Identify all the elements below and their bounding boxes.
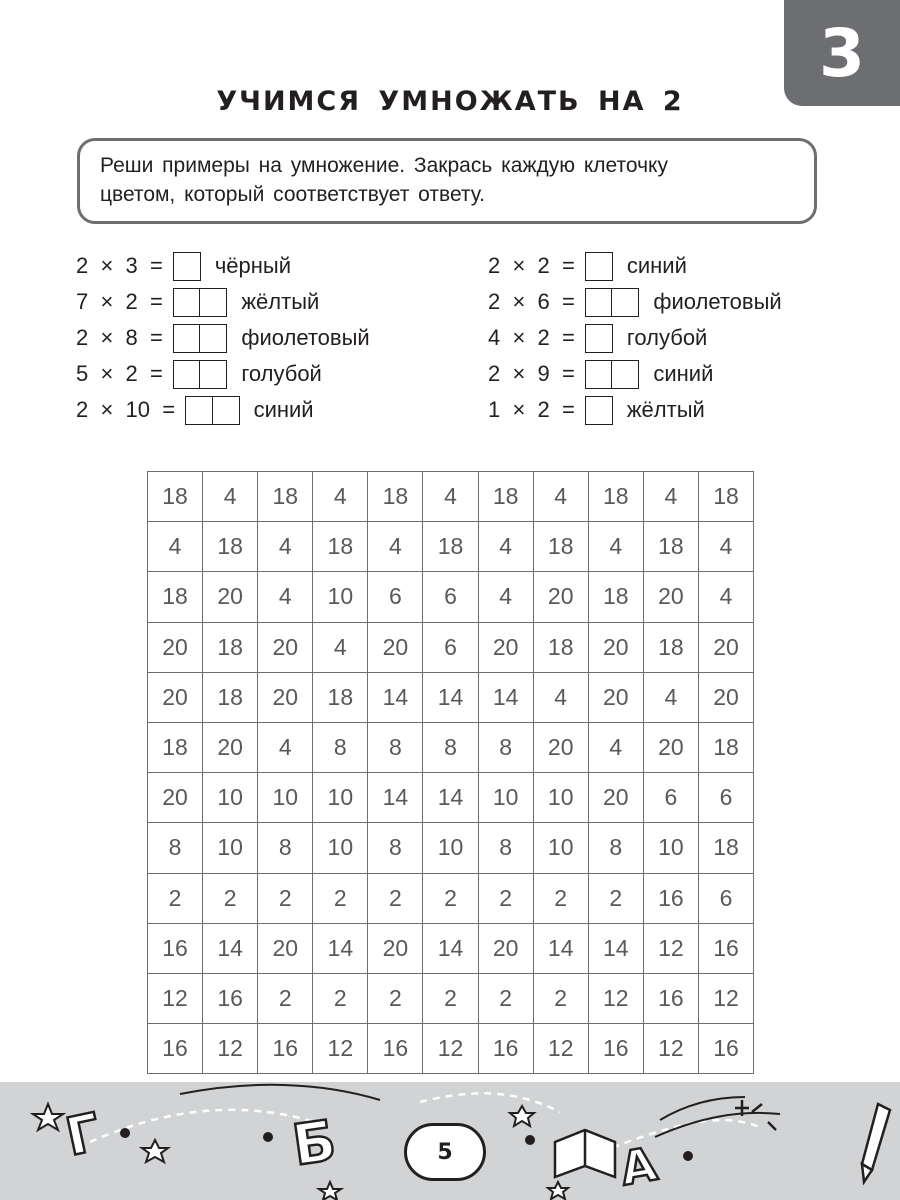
grid-cell[interactable]: 12 (698, 973, 753, 1023)
grid-cell[interactable]: 4 (258, 572, 313, 622)
grid-cell[interactable]: 4 (368, 522, 423, 572)
svg-text:Б: Б (288, 1108, 340, 1179)
answer-digit-box[interactable] (611, 288, 639, 317)
grid-cell[interactable]: 18 (698, 722, 753, 772)
example-expression: 2 × 3 = (76, 253, 163, 278)
page-number: 5 (404, 1123, 486, 1181)
sparkle-icon (142, 1106, 568, 1199)
answer-digit-box[interactable] (212, 396, 240, 425)
grid-cell[interactable]: 2 (368, 973, 423, 1023)
grid-row (148, 472, 754, 522)
grid-cell[interactable]: 16 (643, 973, 698, 1023)
example-row (76, 284, 370, 320)
example-expression: 4 × 2 = (488, 325, 575, 350)
grid-cell[interactable]: 4 (533, 672, 588, 722)
example-expression: 7 × 2 = (76, 289, 163, 314)
grid-cell[interactable]: 6 (368, 572, 423, 622)
grid-cell[interactable]: 2 (313, 973, 368, 1023)
grid-cell[interactable]: 10 (478, 773, 533, 823)
answer-boxes[interactable] (185, 396, 240, 425)
grid-cell[interactable]: 6 (698, 773, 753, 823)
grid-cell[interactable]: 8 (478, 722, 533, 772)
grid-cell[interactable]: 20 (533, 722, 588, 772)
grid-cell[interactable]: 10 (533, 823, 588, 873)
color-label: чёрный (214, 253, 292, 278)
grid-row (148, 823, 754, 873)
grid-cell[interactable]: 16 (698, 1024, 753, 1074)
grid-cell[interactable]: 12 (148, 973, 203, 1023)
answer-digit-box[interactable] (199, 360, 227, 389)
grid-cell[interactable]: 2 (423, 973, 478, 1023)
example-row (488, 320, 782, 356)
grid-row (148, 1024, 754, 1074)
grid-cell[interactable]: 4 (478, 572, 533, 622)
grid-cell[interactable]: 8 (313, 722, 368, 772)
answer-boxes[interactable] (173, 324, 228, 353)
grid-cell[interactable]: 2 (368, 873, 423, 923)
example-row (488, 284, 782, 320)
grid-cell[interactable]: 14 (423, 672, 478, 722)
grid-cell[interactable]: 4 (258, 522, 313, 572)
color-label: синий (253, 397, 314, 422)
answer-digit-box[interactable] (585, 252, 613, 281)
grid-cell[interactable]: 18 (313, 522, 368, 572)
coloring-grid (147, 471, 754, 1074)
example-expression: 2 × 9 = (488, 361, 575, 386)
grid-cell[interactable]: 14 (423, 923, 478, 973)
answer-digit-box[interactable] (585, 360, 613, 389)
grid-cell[interactable]: 16 (588, 1024, 643, 1074)
grid-cell[interactable]: 20 (588, 622, 643, 672)
answer-boxes[interactable] (585, 360, 640, 389)
grid-cell[interactable]: 18 (698, 823, 753, 873)
grid-cell[interactable]: 2 (148, 873, 203, 923)
answer-boxes[interactable] (585, 288, 640, 317)
grid-cell[interactable]: 18 (203, 522, 258, 572)
example-expression: 2 × 6 = (488, 289, 575, 314)
svg-text:Г: Г (60, 1102, 106, 1169)
grid-cell[interactable]: 18 (643, 622, 698, 672)
grid-row (148, 722, 754, 772)
grid-cell[interactable]: 14 (203, 923, 258, 973)
grid-cell[interactable]: 14 (478, 672, 533, 722)
grid-cell[interactable]: 20 (478, 923, 533, 973)
example-expression: 2 × 2 = (488, 253, 575, 278)
grid-cell[interactable]: 16 (478, 1024, 533, 1074)
grid-cell[interactable]: 20 (533, 572, 588, 622)
grid-cell[interactable]: 16 (643, 873, 698, 923)
grid-cell[interactable]: 20 (258, 672, 313, 722)
grid-row (148, 923, 754, 973)
answer-digit-box[interactable] (173, 288, 201, 317)
example-row (76, 356, 370, 392)
grid-cell[interactable]: 10 (313, 572, 368, 622)
answer-boxes[interactable] (173, 288, 228, 317)
grid-cell[interactable]: 10 (258, 773, 313, 823)
grid-cell[interactable]: 20 (588, 672, 643, 722)
examples-right-column (488, 248, 782, 428)
grid-cell[interactable]: 20 (203, 722, 258, 772)
answer-digit-box[interactable] (173, 324, 201, 353)
grid-cell[interactable]: 2 (258, 873, 313, 923)
grid-cell[interactable]: 10 (423, 823, 478, 873)
grid-row (148, 873, 754, 923)
example-expression: 2 × 10 = (76, 397, 176, 422)
answer-boxes[interactable] (173, 360, 228, 389)
grid-cell[interactable]: 6 (423, 622, 478, 672)
grid-cell[interactable]: 4 (643, 472, 698, 522)
grid-cell[interactable]: 18 (148, 722, 203, 772)
answer-digit-box[interactable] (585, 396, 613, 425)
grid-cell[interactable]: 4 (588, 722, 643, 772)
grid-cell[interactable]: 18 (148, 472, 203, 522)
grid-cell[interactable]: 4 (588, 522, 643, 572)
grid-cell[interactable]: 18 (203, 672, 258, 722)
color-label: голубой (241, 361, 322, 386)
grid-cell[interactable]: 2 (258, 973, 313, 1023)
grid-cell[interactable]: 12 (313, 1024, 368, 1074)
grid-cell[interactable]: 6 (698, 873, 753, 923)
svg-text:А: А (616, 1136, 661, 1197)
grid-cell[interactable]: 12 (423, 1024, 478, 1074)
grid-cell[interactable]: 2 (533, 873, 588, 923)
answer-digit-box[interactable] (199, 324, 227, 353)
answer-digit-box[interactable] (585, 324, 613, 353)
grid-row (148, 522, 754, 572)
grid-cell[interactable]: 4 (313, 472, 368, 522)
grid-cell[interactable]: 10 (203, 823, 258, 873)
grid-cell[interactable]: 8 (423, 722, 478, 772)
grid-cell[interactable]: 4 (258, 722, 313, 772)
grid-cell[interactable]: 12 (533, 1024, 588, 1074)
grid-cell[interactable]: 8 (368, 823, 423, 873)
grid-cell[interactable]: 20 (148, 672, 203, 722)
grid-cell[interactable]: 10 (313, 823, 368, 873)
grid-cell[interactable]: 18 (533, 522, 588, 572)
example-expression: 2 × 8 = (76, 325, 163, 350)
answer-digit-box[interactable] (585, 288, 613, 317)
answer-digit-box[interactable] (185, 396, 213, 425)
color-label: голубой (626, 325, 708, 350)
answer-digit-box[interactable] (611, 360, 639, 389)
book-icon (555, 1130, 615, 1177)
example-row (76, 392, 370, 428)
example-expression: 5 × 2 = (76, 361, 163, 386)
grid-cell[interactable]: 6 (643, 773, 698, 823)
grid-cell[interactable]: 16 (203, 973, 258, 1023)
color-label: фиолетовый (241, 325, 370, 350)
grid-cell[interactable]: 2 (588, 873, 643, 923)
examples-left-column (76, 248, 370, 428)
grid-cell[interactable]: 12 (643, 923, 698, 973)
grid-cell[interactable]: 10 (643, 823, 698, 873)
grid-cell[interactable]: 20 (258, 622, 313, 672)
grid-cell[interactable]: 18 (148, 572, 203, 622)
grid-row (148, 622, 754, 672)
grid-cell[interactable]: 4 (423, 472, 478, 522)
answer-digit-box[interactable] (199, 288, 227, 317)
grid-cell[interactable]: 18 (588, 572, 643, 622)
grid-cell[interactable]: 8 (588, 823, 643, 873)
grid-cell[interactable]: 2 (423, 873, 478, 923)
grid-cell[interactable]: 20 (368, 622, 423, 672)
grid-cell[interactable]: 20 (698, 672, 753, 722)
example-row (76, 320, 370, 356)
grid-cell[interactable]: 4 (698, 572, 753, 622)
grid-cell[interactable]: 16 (368, 1024, 423, 1074)
example-row (488, 356, 782, 392)
grid-cell[interactable]: 4 (478, 522, 533, 572)
grid-cell[interactable]: 18 (643, 522, 698, 572)
grid-cell[interactable]: 18 (313, 672, 368, 722)
grid-cell[interactable]: 8 (258, 823, 313, 873)
grid-cell[interactable]: 2 (313, 873, 368, 923)
grid-cell[interactable]: 20 (643, 722, 698, 772)
answer-digit-box[interactable] (173, 360, 201, 389)
grid-cell[interactable]: 18 (588, 472, 643, 522)
grid-cell[interactable]: 14 (368, 672, 423, 722)
grid-cell[interactable]: 8 (148, 823, 203, 873)
grid-cell[interactable]: 18 (533, 622, 588, 672)
grid-cell[interactable]: 4 (313, 622, 368, 672)
answer-digit-box[interactable] (173, 252, 201, 281)
grid-cell[interactable]: 18 (698, 472, 753, 522)
grid-cell[interactable]: 4 (203, 472, 258, 522)
instruction-box (77, 138, 817, 224)
grid-cell[interactable]: 4 (533, 472, 588, 522)
grid-cell[interactable]: 20 (698, 622, 753, 672)
grid-cell[interactable]: 12 (588, 973, 643, 1023)
grid-cell[interactable]: 16 (258, 1024, 313, 1074)
chapter-number: 3 (819, 14, 865, 92)
answer-boxes[interactable] (585, 396, 613, 425)
grid-cell[interactable]: 10 (313, 773, 368, 823)
grid-row (148, 973, 754, 1023)
color-label: синий (626, 253, 687, 278)
grid-cell[interactable]: 14 (588, 923, 643, 973)
color-label: синий (653, 361, 714, 386)
example-row (488, 248, 782, 284)
grid-cell[interactable]: 14 (313, 923, 368, 973)
grid-cell[interactable]: 14 (423, 773, 478, 823)
color-label: жёлтый (241, 289, 320, 314)
answer-boxes[interactable] (585, 324, 613, 353)
instruction-line-1: Реши примеры на умножение. Закрась каждую клеточку (100, 154, 668, 177)
answer-boxes[interactable] (173, 252, 201, 281)
grid-cell[interactable]: 10 (203, 773, 258, 823)
example-row (488, 392, 782, 428)
grid-cell[interactable]: 16 (148, 1024, 203, 1074)
grid-row (148, 672, 754, 722)
answer-boxes[interactable] (585, 252, 613, 281)
grid-cell[interactable]: 18 (478, 472, 533, 522)
grid-cell[interactable]: 20 (588, 773, 643, 823)
color-label: фиолетовый (653, 289, 782, 314)
example-expression: 1 × 2 = (488, 397, 575, 422)
grid-cell[interactable]: 2 (203, 873, 258, 923)
grid-cell[interactable]: 20 (643, 572, 698, 622)
grid-cell[interactable]: 20 (203, 572, 258, 622)
grid-cell[interactable]: 8 (368, 722, 423, 772)
grid-row (148, 773, 754, 823)
grid-cell[interactable]: 4 (643, 672, 698, 722)
grid-cell[interactable]: 4 (698, 522, 753, 572)
grid-cell[interactable]: 10 (533, 773, 588, 823)
grid-cell[interactable]: 6 (423, 572, 478, 622)
grid-cell[interactable]: 18 (423, 522, 478, 572)
grid-cell[interactable]: 2 (478, 973, 533, 1023)
example-row (76, 248, 370, 284)
instruction-line-2: цветом, который соответствует ответу. (100, 183, 486, 206)
grid-cell[interactable]: 20 (148, 622, 203, 672)
grid-cell[interactable]: 4 (148, 522, 203, 572)
grid-cell[interactable]: 12 (643, 1024, 698, 1074)
grid-cell[interactable]: 14 (368, 773, 423, 823)
color-label: жёлтый (626, 397, 705, 422)
grid-cell[interactable]: 2 (478, 873, 533, 923)
grid-row (148, 572, 754, 622)
grid-cell[interactable]: 14 (533, 923, 588, 973)
grid-cell[interactable]: 20 (258, 923, 313, 973)
grid-cell[interactable]: 12 (203, 1024, 258, 1074)
grid-cell[interactable]: 18 (368, 472, 423, 522)
grid-cell[interactable]: 16 (148, 923, 203, 973)
grid-cell[interactable]: 8 (478, 823, 533, 873)
grid-cell[interactable]: 20 (148, 773, 203, 823)
pencil-icon (862, 1104, 890, 1182)
grid-cell[interactable]: 2 (533, 973, 588, 1023)
grid-cell[interactable]: 18 (203, 622, 258, 672)
grid-cell[interactable]: 18 (258, 472, 313, 522)
grid-cell[interactable]: 20 (478, 622, 533, 672)
page-title: УЧИМСЯ УМНОЖАТЬ НА 2 (216, 86, 684, 117)
grid-cell[interactable]: 20 (368, 923, 423, 973)
grid-cell[interactable]: 16 (698, 923, 753, 973)
